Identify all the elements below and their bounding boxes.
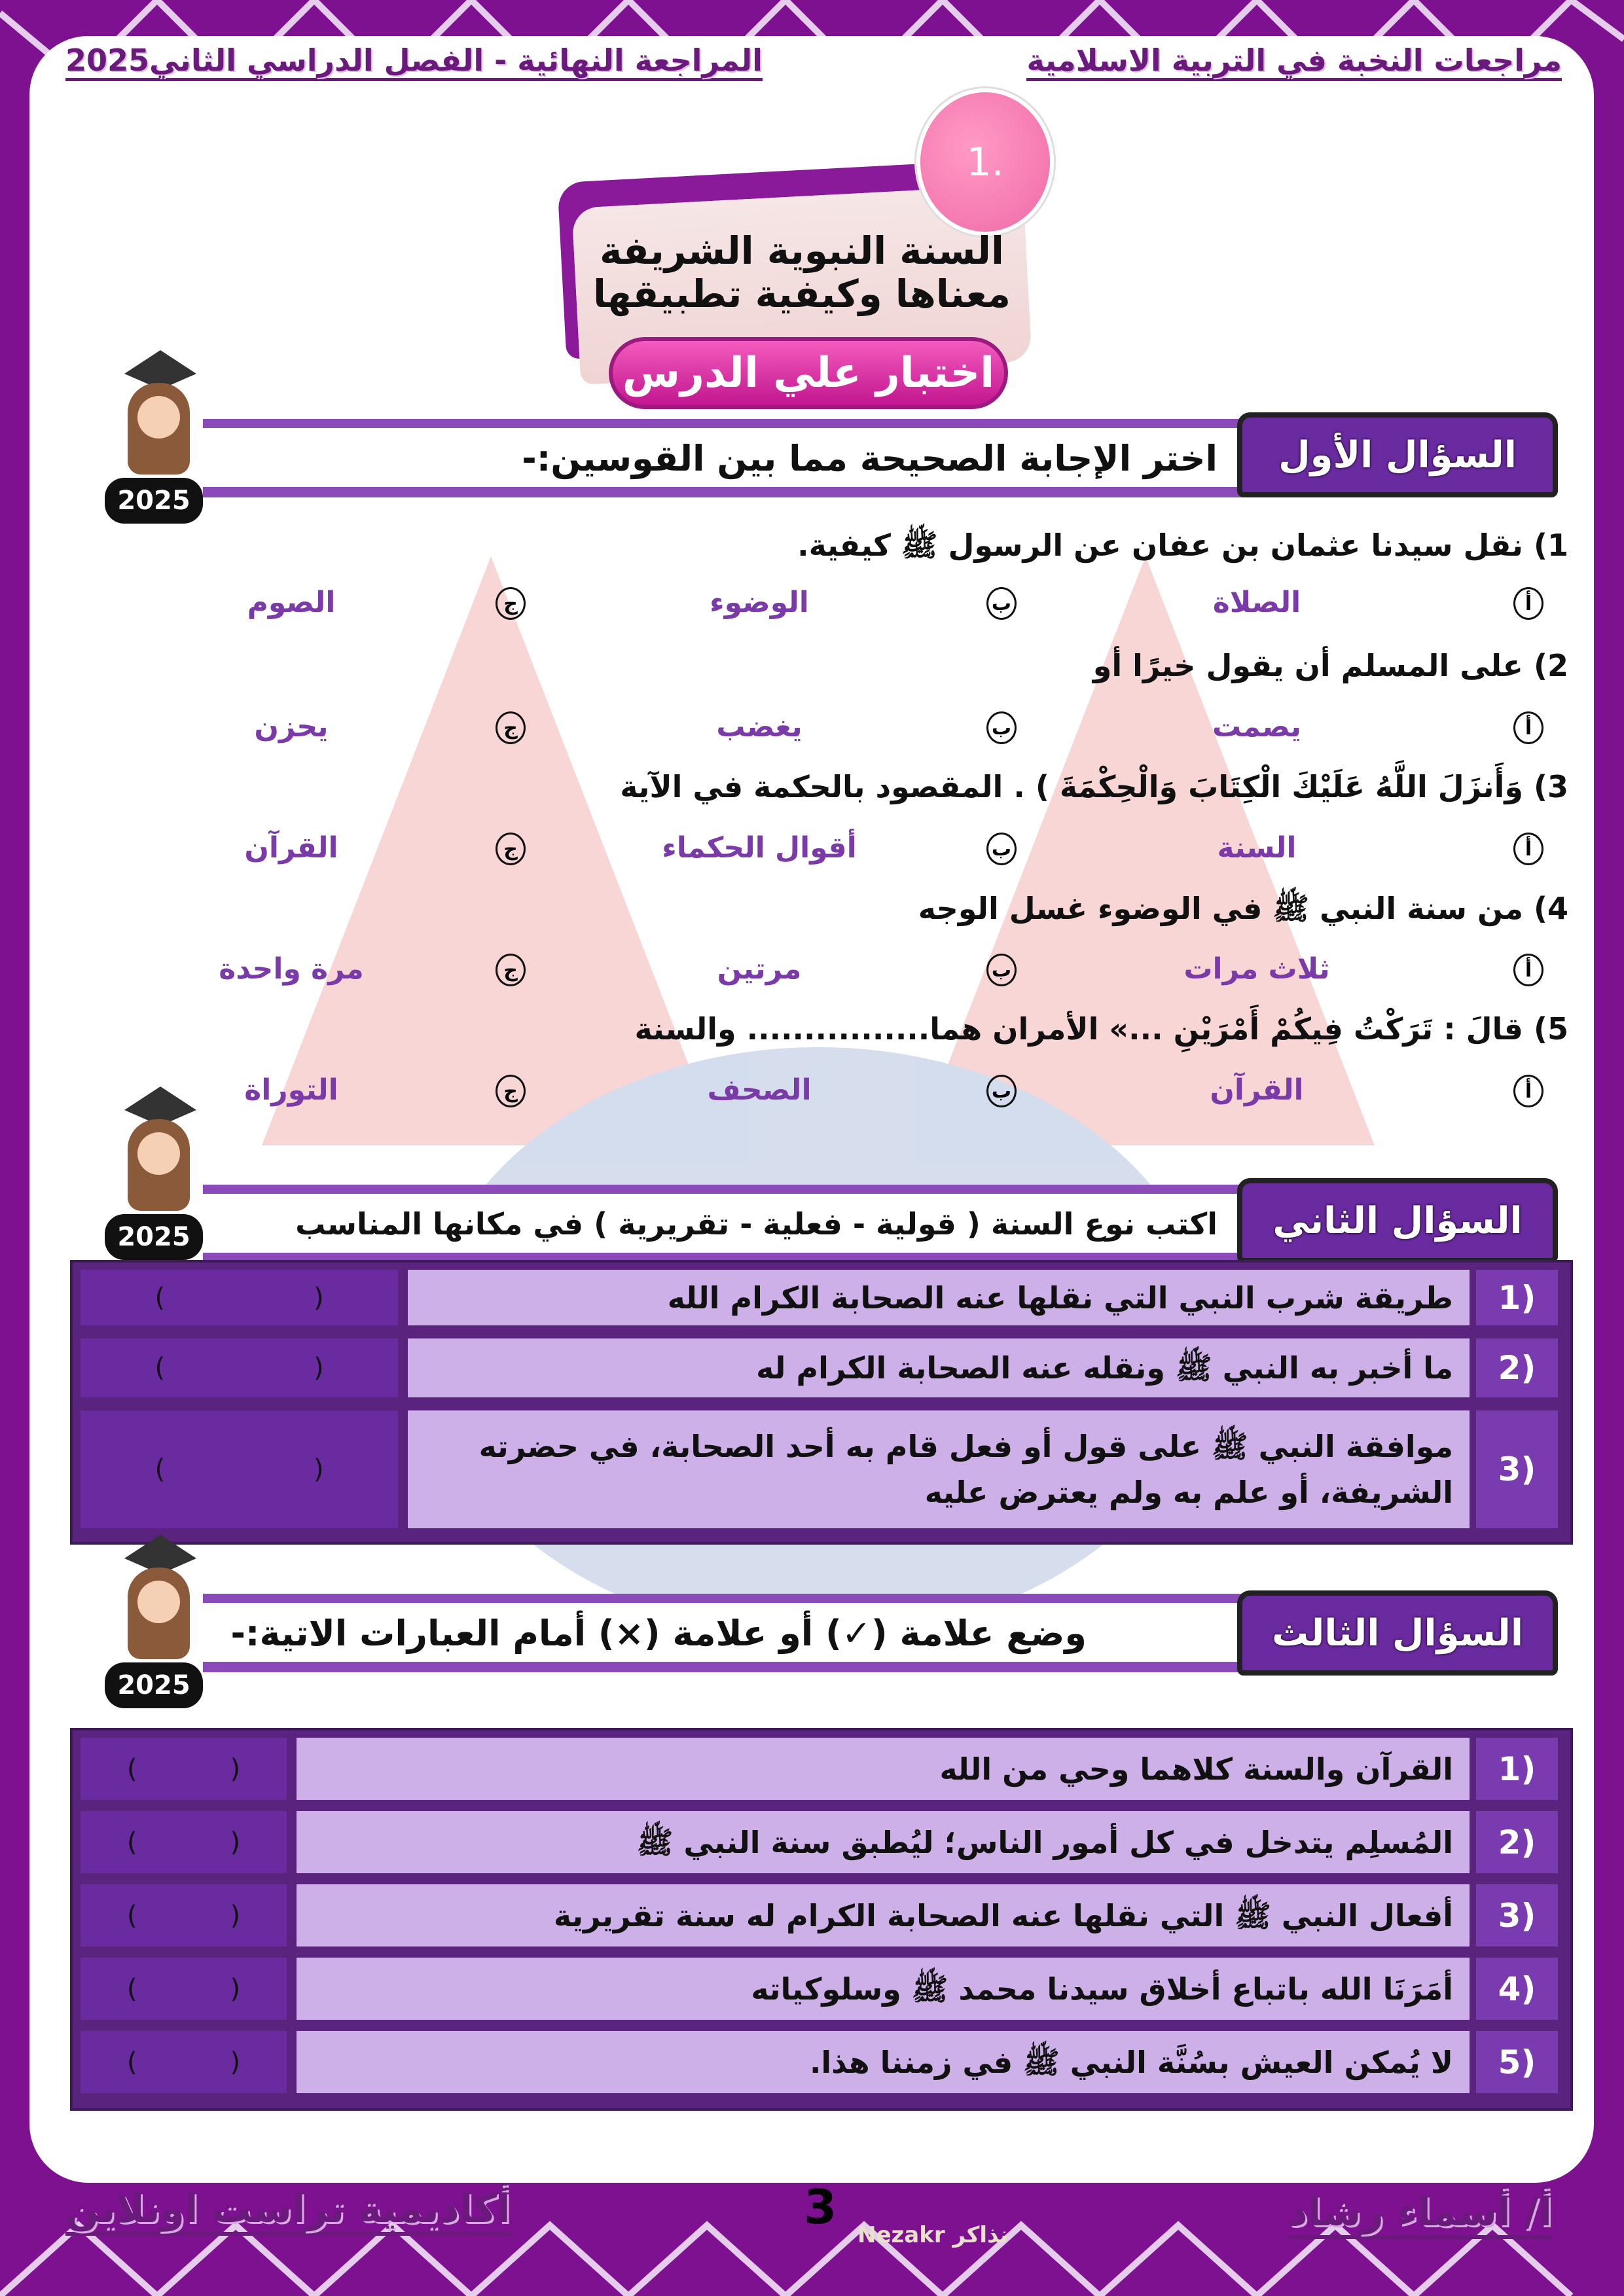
q1-option-2-b[interactable]: يغضب	[716, 710, 803, 744]
q1-option-1-c[interactable]: الصوم	[247, 586, 336, 619]
avatar-year-badge: 2025	[105, 1214, 203, 1260]
avatar-year-badge: 2025	[105, 1662, 203, 1708]
quiz-label: اختبار علي الدرس	[609, 337, 1008, 409]
q3-answer-paren-open: (	[126, 2047, 137, 2077]
graduate-avatar-2	[98, 1086, 216, 1263]
option-letter-b[interactable]: ب	[986, 833, 1017, 865]
option-letter-c[interactable]: ج	[496, 1075, 526, 1107]
option-letter-c[interactable]: ج	[496, 954, 526, 986]
q2-instruction-bar	[203, 1185, 1244, 1263]
q2-row-number-3: 3)	[1476, 1410, 1558, 1528]
q3-row-number-4: 4)	[1476, 1958, 1558, 2020]
q2-answer-field-3[interactable]	[81, 1410, 398, 1528]
lesson-title	[576, 229, 1028, 315]
q3-answer-paren-open: (	[126, 1973, 137, 2004]
q3-row-number-2: 2)	[1476, 1811, 1558, 1873]
q1-option-3-a[interactable]: السنة	[1217, 831, 1297, 865]
header-left-title: المراجعة النهائية - الفصل الدراسي الثاني2025	[65, 43, 763, 81]
q2-row-text-2: ما أخبر به النبي ﷺ ونقله عنه الصحابة الكرام له	[408, 1338, 1470, 1397]
graduate-avatar-3	[98, 1535, 216, 1712]
lesson-title-line2: معناها وكيفية تطبيقها	[593, 272, 1011, 316]
q3-answer-field-3[interactable]	[81, 1884, 287, 1946]
q2-label: السؤال الثاني	[1237, 1178, 1558, 1263]
q3-answer-field-4[interactable]	[81, 1958, 287, 2020]
q3-answer-paren-close: )	[230, 2047, 241, 2077]
q3-answer-paren-close: )	[230, 1827, 241, 1857]
option-letter-b[interactable]: ب	[986, 587, 1017, 620]
q3-row-number-1: 1)	[1476, 1738, 1558, 1800]
q3-answer-paren-open: (	[126, 1753, 137, 1784]
q1-option-4-a[interactable]: ثلاث مرات	[1183, 952, 1330, 986]
footer-teacher: أ/ أسماء رشاد	[1288, 2189, 1552, 2239]
lesson-number-badge: 1.	[916, 88, 1054, 236]
q3-row-text-3: أفعال النبي ﷺ التي نقلها عنه الصحابة الكرام له سنة تقريرية	[297, 1884, 1470, 1946]
q3-row-number-3: 3)	[1476, 1884, 1558, 1946]
q1-question-4: 4) من سنة النبي ﷺ في الوضوء غسل الوجه	[918, 891, 1568, 926]
q3-instruction-bar	[203, 1594, 1244, 1672]
q1-option-3-c[interactable]: القرآن	[244, 831, 338, 865]
avatar-face	[137, 1132, 180, 1175]
avatar-face	[137, 1581, 180, 1623]
graduate-avatar-1	[98, 350, 216, 527]
footer-academy: أكاديمية تراست اونلاين	[65, 2186, 511, 2236]
q1-label: السؤال الأول	[1237, 412, 1558, 497]
q3-answer-paren-open: (	[126, 1827, 137, 1857]
q3-answer-paren-close: )	[230, 1973, 241, 2004]
avatar-year-badge: 2025	[105, 478, 203, 524]
q3-row-number-5: 5)	[1476, 2031, 1558, 2093]
q1-question-3: 3) وَأَنزَلَ اللَّهُ عَلَيْكَ الْكِتَابَ وَالْحِكْمَةَ ) . المقصود بالحكمة في الآية	[620, 769, 1568, 804]
q2-row-number-1: 1)	[1476, 1270, 1558, 1325]
q2-answer-paren-close: )	[313, 1282, 324, 1313]
option-letter-a[interactable]: أ	[1513, 711, 1543, 744]
q1-option-1-a[interactable]: الصلاة	[1212, 586, 1301, 619]
q2-answer-paren-close: )	[313, 1454, 324, 1484]
q1-option-2-c[interactable]: يحزن	[254, 710, 329, 744]
option-letter-a[interactable]: أ	[1513, 587, 1543, 620]
q1-instruction: اختر الإجابة الصحيحة مما بين القوسين:-	[522, 437, 1218, 479]
q2-answer-paren-open: (	[154, 1282, 166, 1313]
option-letter-b[interactable]: ب	[986, 954, 1017, 986]
q3-label: السؤال الثالث	[1237, 1590, 1558, 1676]
footer-watermark-logo: Nezakr نذاكر	[857, 2222, 1009, 2248]
q2-answer-paren-open: (	[154, 1353, 166, 1383]
avatar-face	[137, 396, 180, 439]
q2-row-text-3: موافقة النبي ﷺ على قول أو فعل قام به أحد الصحابة، في حضرته الشريفة، أو علم به ولم يعترض عليه	[408, 1410, 1470, 1528]
q2-answer-paren-open: (	[154, 1454, 166, 1484]
q3-row-text-4: أمَرَنَا الله باتباع أخلاق سيدنا محمد ﷺ وسلوكياته	[297, 1958, 1470, 2020]
q1-option-5-b[interactable]: الصحف	[707, 1073, 812, 1107]
option-letter-c[interactable]: ج	[496, 587, 526, 620]
option-letter-b[interactable]: ب	[986, 711, 1017, 744]
q2-answer-field-1[interactable]	[81, 1270, 398, 1325]
option-letter-c[interactable]: ج	[496, 833, 526, 865]
q1-option-4-b[interactable]: مرتين	[717, 952, 802, 986]
header-right-title: مراجعات النخبة في التربية الاسلامية	[1026, 43, 1562, 81]
q1-option-5-c[interactable]: التوراة	[244, 1073, 338, 1107]
q3-instruction: وضع علامة (✓) أو علامة (×) أمام العبارات الاتية:-	[230, 1612, 1087, 1654]
watermark-triangle-right	[916, 556, 1375, 1145]
q2-instruction: اكتب نوع السنة ( قولية - فعلية - تقريرية ) في مكانها المناسب	[295, 1206, 1218, 1242]
q2-row-number-2: 2)	[1476, 1338, 1558, 1397]
lesson-title-line1: السنة النبوية الشريفة	[600, 228, 1004, 273]
q3-answer-field-5[interactable]	[81, 2031, 287, 2093]
q3-row-text-5: لا يُمكن العيش بسُنَّة النبي ﷺ في زمننا هذا.	[297, 2031, 1470, 2093]
q1-option-4-c[interactable]: مرة واحدة	[219, 952, 364, 986]
q1-option-3-b[interactable]: أقوال الحكماء	[662, 831, 857, 865]
q2-row-text-1: طريقة شرب النبي التي نقلها عنه الصحابة الكرام الله	[408, 1270, 1470, 1325]
q3-row-text-2: المُسلِم يتدخل في كل أمور الناس؛ ليُطبق سنة النبي ﷺ	[297, 1811, 1470, 1873]
q3-answer-field-1[interactable]	[81, 1738, 287, 1800]
option-letter-a[interactable]: أ	[1513, 833, 1543, 865]
q1-question-1: 1) نقل سيدنا عثمان بن عفان عن الرسول ﷺ كيفية.	[797, 528, 1568, 563]
q1-question-2: 2) على المسلم أن يقول خيرًا أو	[1092, 648, 1568, 683]
option-letter-b[interactable]: ب	[986, 1075, 1017, 1107]
q2-answer-paren-close: )	[313, 1353, 324, 1383]
q1-option-2-a[interactable]: يصمت	[1212, 710, 1301, 744]
option-letter-a[interactable]: أ	[1513, 954, 1543, 986]
q1-question-5: 5) قالَ : تَرَكْتُ فِيكُمْ أَمْرَيْنِ ...» الأمران هما................ والسنة	[634, 1011, 1568, 1047]
q3-answer-paren-close: )	[230, 1900, 241, 1931]
option-letter-a[interactable]: أ	[1513, 1075, 1543, 1107]
q1-instruction-bar	[203, 419, 1244, 497]
q3-answer-paren-open: (	[126, 1900, 137, 1931]
q1-option-5-a[interactable]: القرآن	[1210, 1073, 1304, 1107]
page-number: 3	[804, 2179, 837, 2234]
q1-option-1-b[interactable]: الوضوء	[710, 586, 809, 619]
q3-row-text-1: القرآن والسنة كلاهما وحي من الله	[297, 1738, 1470, 1800]
q3-answer-paren-close: )	[230, 1753, 241, 1784]
q3-answer-field-2[interactable]	[81, 1811, 287, 1873]
option-letter-c[interactable]: ج	[496, 711, 526, 744]
q2-answer-field-2[interactable]	[81, 1338, 398, 1397]
